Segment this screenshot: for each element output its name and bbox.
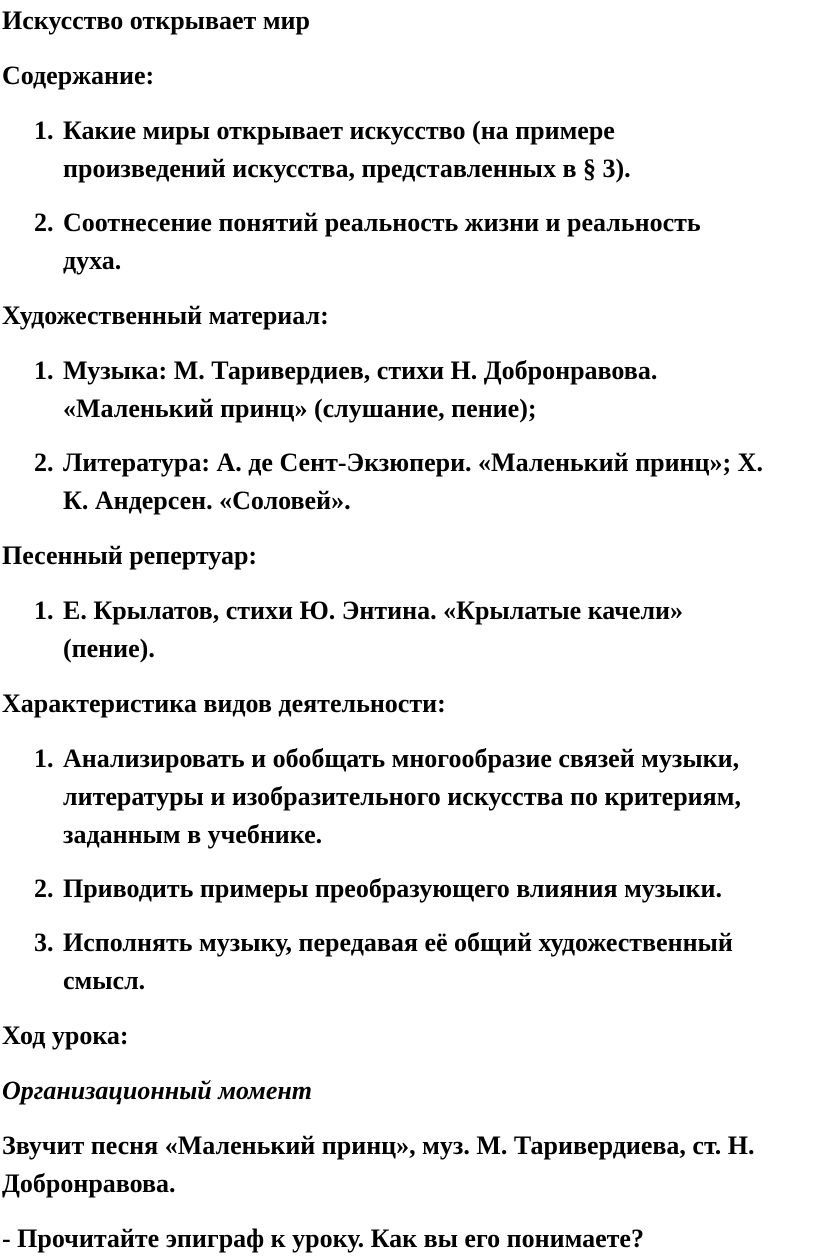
list-item-line: Приводить примеры преобразующего влияния музыки. xyxy=(63,874,723,903)
paragraph-line: Звучит песня «Маленький принц», муз. М. Таривердиева, ст. Н. xyxy=(2,1131,755,1160)
list-item-line: литературы и изобразительного искусства по критериям, xyxy=(63,782,741,811)
list-number: 3. xyxy=(34,928,54,957)
list-number: 1. xyxy=(34,744,54,773)
section-heading-song-repertoire: Песенный репертуар: xyxy=(2,541,258,570)
section-heading-contents: Содержание: xyxy=(2,61,155,90)
list-item-line: духа. xyxy=(63,246,122,275)
section-heading-art-material: Художественный материал: xyxy=(2,301,329,330)
list-number: 2. xyxy=(34,874,54,903)
org-moment-heading: Организационный момент xyxy=(2,1076,313,1105)
list-number: 2. xyxy=(34,448,54,477)
list-item-line: Анализировать и обобщать многообразие связей музыки, xyxy=(63,744,740,773)
list-number: 2. xyxy=(34,208,54,237)
list-number: 1. xyxy=(34,116,54,145)
epigraph-prompt: - Прочитайте эпиграф к уроку. Как вы его понимаете? xyxy=(2,1224,644,1253)
list-number: 1. xyxy=(34,596,54,625)
list-item-line: Какие миры открывает искусство (на примере xyxy=(63,116,615,145)
list-item-line: Музыка: М. Таривердиев, стихи Н. Добронравова. xyxy=(63,356,658,385)
paragraph-line: Добронравова. xyxy=(2,1169,176,1198)
document-title: Искусство открывает мир xyxy=(2,6,310,35)
section-heading-activities: Характеристика видов деятельности: xyxy=(2,689,446,718)
list-item-line: произведений искусства, представленных в § 3). xyxy=(63,154,631,183)
list-item-line: «Маленький принц» (слушание, пение); xyxy=(63,394,537,423)
list-item-line: Соотнесение понятий реальность жизни и реальность xyxy=(63,208,701,237)
list-item-line: смысл. xyxy=(63,966,146,995)
list-item-line: К. Андерсен. «Соловей». xyxy=(63,486,351,515)
section-heading-lesson: Ход урока: xyxy=(2,1021,129,1050)
list-item-line: заданным в учебнике. xyxy=(63,820,323,849)
list-number: 1. xyxy=(34,356,54,385)
list-item-line: Исполнять музыку, передавая её общий художественный xyxy=(63,928,733,957)
list-item-line: Литература: А. де Сент-Экзюпери. «Маленький принц»; Х. xyxy=(63,448,763,477)
list-item-line: Е. Крылатов, стихи Ю. Энтина. «Крылатые качели» xyxy=(63,596,684,625)
list-item-line: (пение). xyxy=(63,634,155,663)
